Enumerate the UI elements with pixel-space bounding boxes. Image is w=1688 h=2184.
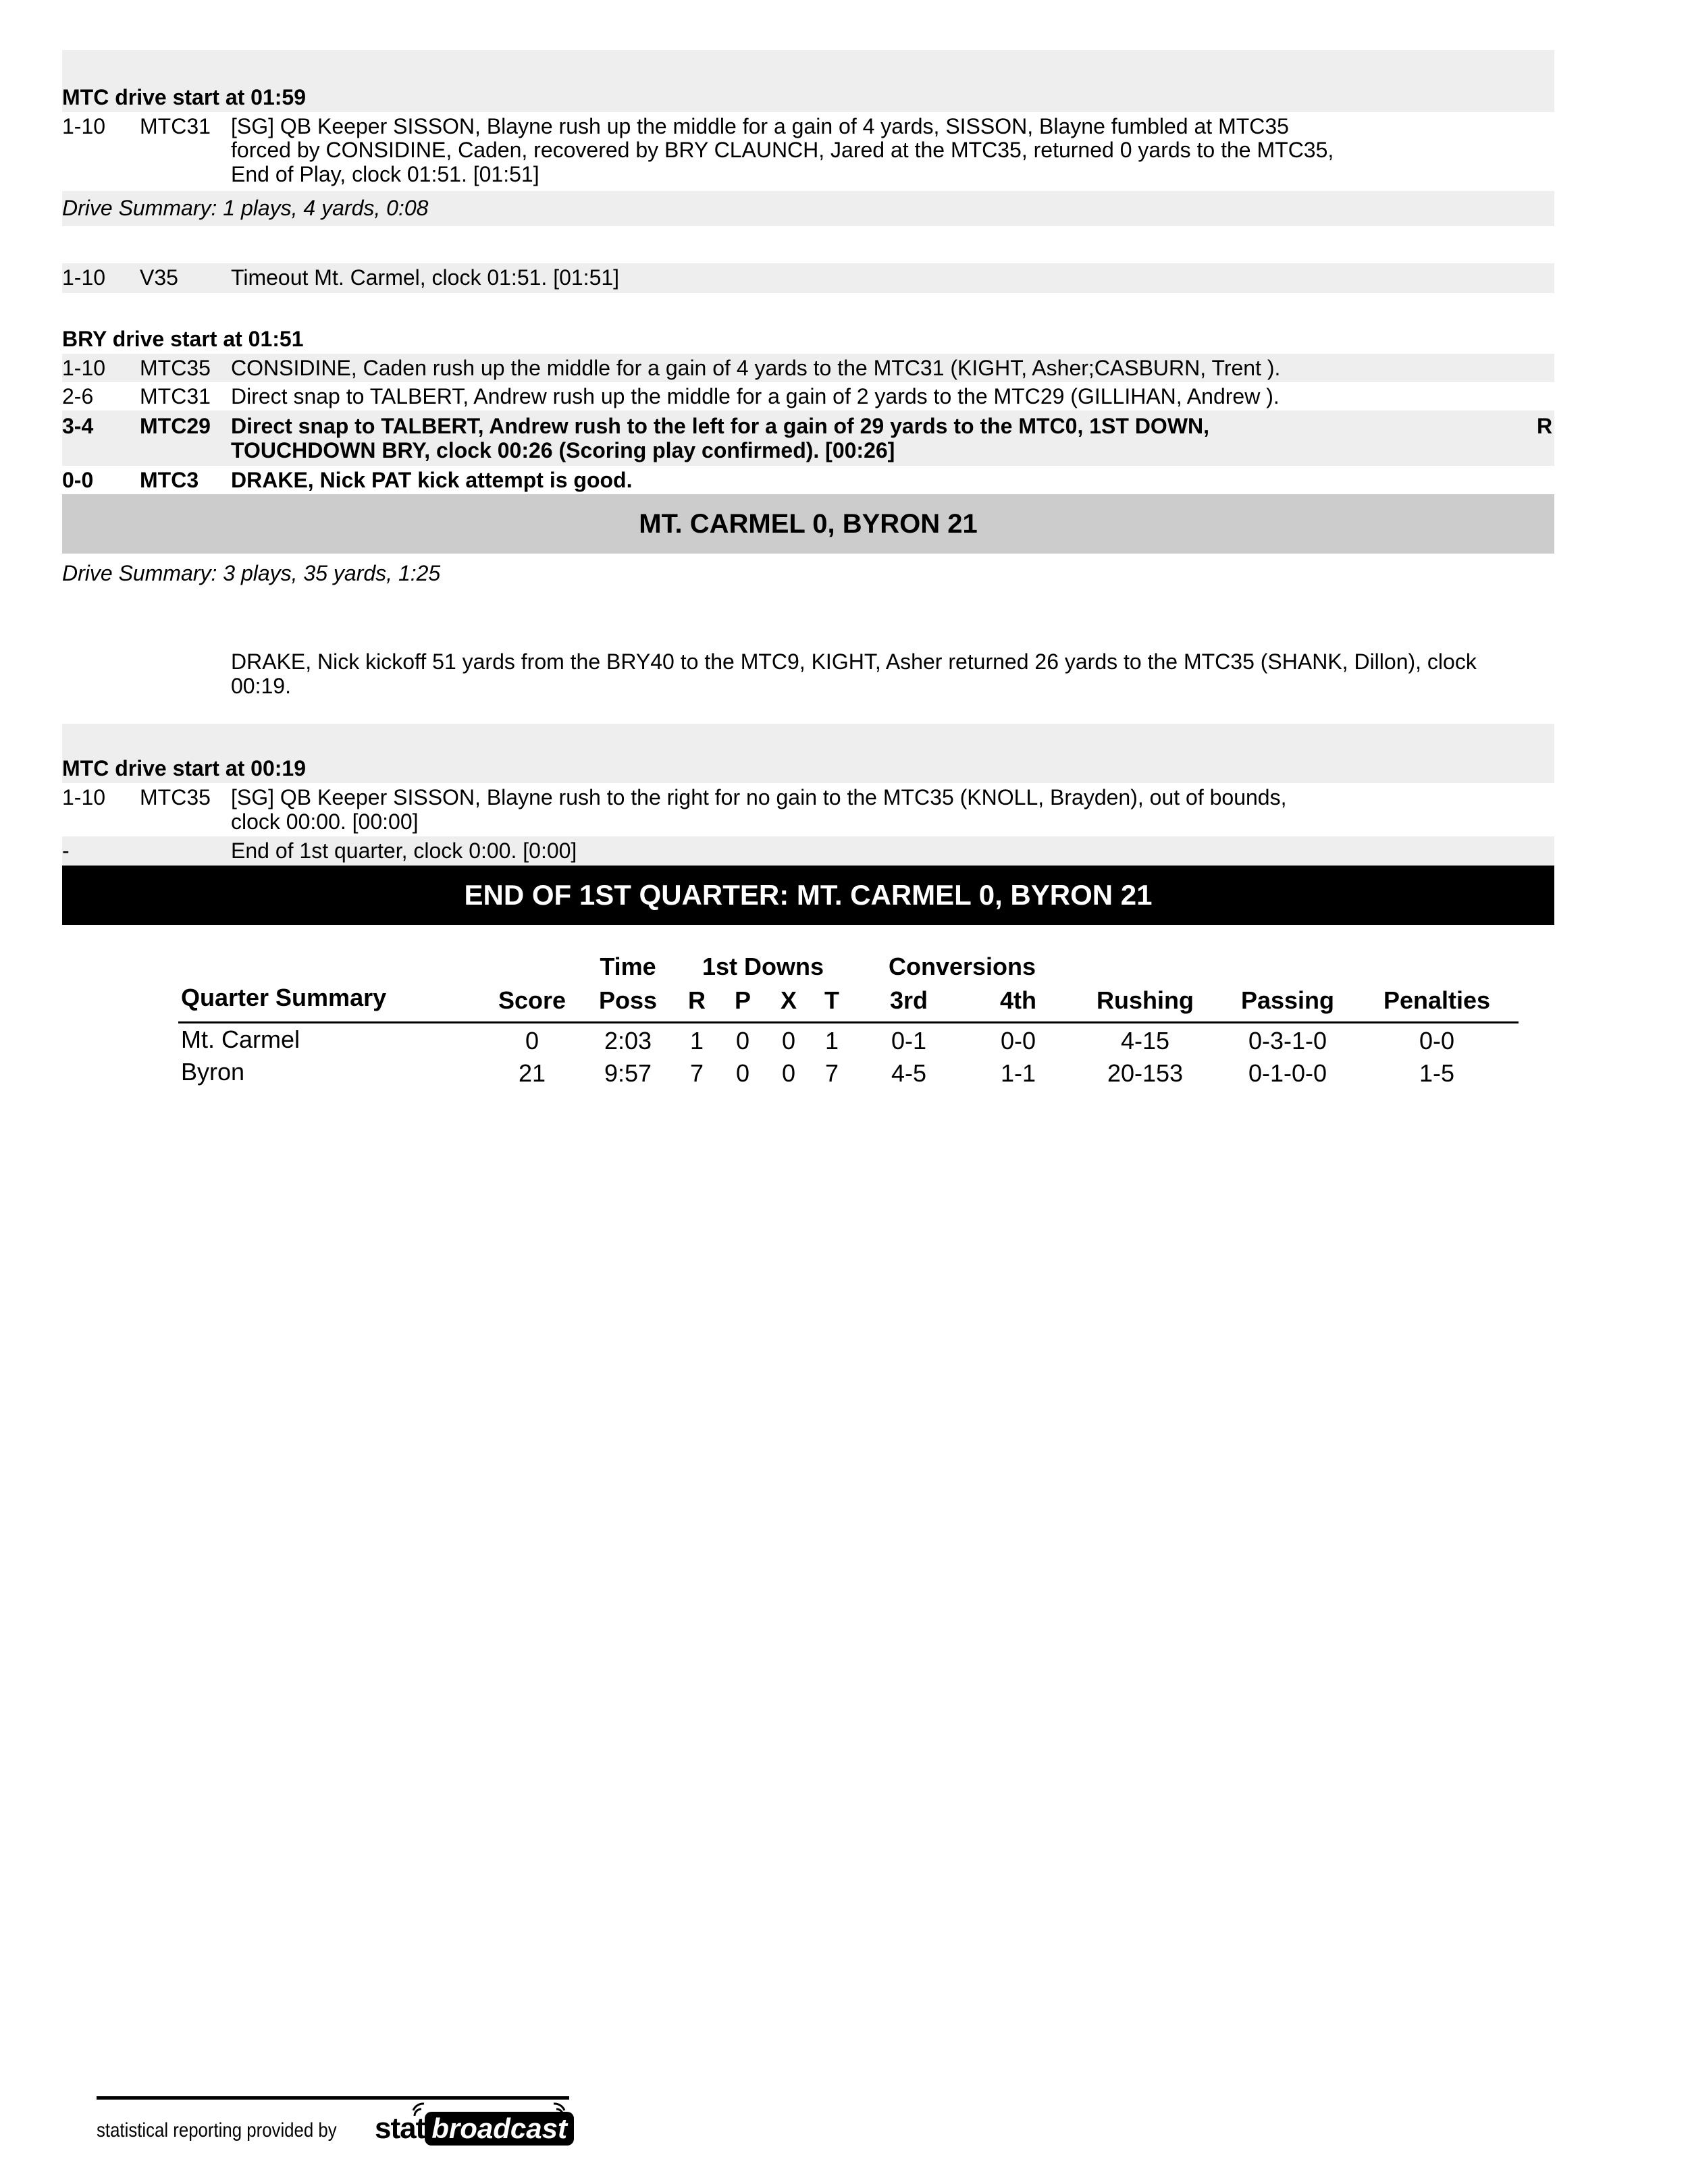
play-down: 0-0: [62, 468, 94, 492]
col-header: Passing: [1240, 986, 1335, 1014]
team-name: Mt. Carmel: [181, 1026, 300, 1053]
footer-credit: statistical reporting provided by: [97, 2119, 337, 2141]
play-desc-line: CONSIDINE, Caden rush up the middle for a gain of 4 yards to the MTC31 (KIGHT, Asher;CASBURN, Trent ).: [231, 356, 1281, 380]
table-header-rule: [178, 1021, 1519, 1023]
table-cell: 4-5: [891, 1059, 927, 1087]
table-cell: 0-1: [891, 1027, 927, 1055]
play-spot: MTC35: [140, 785, 211, 809]
table-cell: 0: [735, 1027, 750, 1055]
drive-header: MTC drive start at 01:59: [62, 85, 307, 109]
table-cell: 4-15: [1120, 1027, 1170, 1055]
col-header: Poss: [598, 986, 658, 1014]
drive-header: MTC drive start at 00:19: [62, 756, 307, 780]
table-cell: 0: [781, 1059, 796, 1087]
kickoff-desc-line: DRAKE, Nick kickoff 51 yards from the BRY40 to the MTC9, KIGHT, Asher returned 26 yards to the MTC35 (SHANK, Dillon), clock: [231, 649, 1477, 674]
table-cell: 7: [689, 1059, 704, 1087]
logo-broadcast-text: broadcast: [425, 2112, 574, 2146]
table-cell: 20-153: [1107, 1059, 1184, 1087]
group-header-first-downs: 1st Downs: [702, 953, 824, 980]
table-cell: 7: [824, 1059, 839, 1087]
play-desc-line: Direct snap to TALBERT, Andrew rush to the left for a gain of 29 yards to the MTC0, 1ST DOWN,: [231, 414, 1210, 438]
logo-stat-text: stat: [375, 2112, 425, 2145]
play-spot: V35: [140, 265, 178, 290]
col-header: Score: [498, 986, 566, 1014]
play-flag: R: [1537, 414, 1553, 438]
play-spot: MTC35: [140, 356, 211, 380]
play-desc-line: TOUCHDOWN BRY, clock 00:26 (Scoring play confirmed). [00:26]: [231, 438, 895, 462]
play-desc-line: End of 1st quarter, clock 0:00. [0:00]: [231, 838, 577, 863]
col-header: X: [780, 986, 797, 1014]
group-header-conversions: Conversions: [888, 953, 1036, 980]
play-down: 1-10: [62, 785, 106, 809]
table-cell: 0: [781, 1027, 796, 1055]
table-cell: 1: [824, 1027, 839, 1055]
play-spot: MTC31: [140, 114, 211, 138]
play-down: 1-10: [62, 265, 106, 290]
play-spot: MTC31: [140, 384, 211, 408]
table-cell: 1-1: [1000, 1059, 1036, 1087]
play-down: 1-10: [62, 114, 106, 138]
play-spot: MTC29: [140, 414, 211, 438]
table-cell: 1-5: [1419, 1059, 1455, 1087]
table-cell: 2:03: [604, 1027, 652, 1055]
play-desc-line: [SG] QB Keeper SISSON, Blayne rush to the right for no gain to the MTC35 (KNOLL, Brayden), out of bounds,: [231, 785, 1287, 809]
col-header: Rushing: [1097, 986, 1194, 1014]
col-header: R: [688, 986, 706, 1014]
play-down: 2-6: [62, 384, 94, 408]
play-desc-line: clock 00:00. [00:00]: [231, 809, 419, 834]
drive-header: BRY drive start at 01:51: [62, 327, 304, 351]
broadcast-signal-icon: [412, 2101, 432, 2119]
play-desc-line: forced by CONSIDINE, Caden, recovered by BRY CLAUNCH, Jared at the MTC35, returned 0 yards to the MTC35,: [231, 138, 1334, 162]
table-cell: 0-0: [1419, 1027, 1455, 1055]
col-header: P: [734, 986, 751, 1014]
table-cell: 0-3-1-0: [1248, 1027, 1327, 1055]
footer-rule: [97, 2096, 569, 2100]
col-header: T: [824, 986, 839, 1014]
play-desc-line: End of Play, clock 01:51. [01:51]: [231, 162, 539, 186]
broadcast-signal-icon: [546, 2101, 566, 2119]
play-down: 3-4: [62, 414, 94, 438]
statbroadcast-logo: [375, 2112, 574, 2146]
table-cell: 0-1-0-0: [1248, 1059, 1327, 1087]
play-down: 1-10: [62, 356, 106, 380]
play-desc: Timeout Mt. Carmel, clock 01:51. [01:51]: [231, 265, 620, 290]
drive-summary: Drive Summary: 3 plays, 35 yards, 1:25: [62, 561, 441, 585]
col-header: 4th: [1000, 986, 1036, 1014]
drive-summary: Drive Summary: 1 plays, 4 yards, 0:08: [62, 196, 429, 220]
kickoff-desc-line: 00:19.: [231, 674, 291, 698]
score-banner: MT. CARMEL 0, BYRON 21: [62, 494, 1554, 554]
col-header: Penalties: [1383, 986, 1491, 1014]
play-desc-line: [SG] QB Keeper SISSON, Blayne rush up the middle for a gain of 4 yards, SISSON, Blayne fumbled at MTC35: [231, 114, 1289, 138]
quarter-summary-title: Quarter Summary: [181, 984, 387, 1011]
col-header: 3rd: [889, 986, 928, 1014]
group-header-time: Time: [600, 953, 656, 980]
play-desc-line: DRAKE, Nick PAT kick attempt is good.: [231, 468, 633, 492]
table-cell: 0: [735, 1059, 750, 1087]
table-cell: 21: [518, 1059, 546, 1087]
table-cell: 0-0: [1000, 1027, 1036, 1055]
table-cell: 0: [525, 1027, 539, 1055]
end-of-quarter-banner: END OF 1ST QUARTER: MT. CARMEL 0, BYRON 21: [62, 865, 1554, 925]
team-name: Byron: [181, 1058, 245, 1086]
table-cell: 1: [689, 1027, 704, 1055]
table-cell: 9:57: [604, 1059, 652, 1087]
play-spot: MTC3: [140, 468, 199, 492]
play-desc-line: Direct snap to TALBERT, Andrew rush up the middle for a gain of 2 yards to the MTC29 (GILLIHAN, Andrew ).: [231, 384, 1280, 408]
play-down: -: [62, 838, 70, 863]
